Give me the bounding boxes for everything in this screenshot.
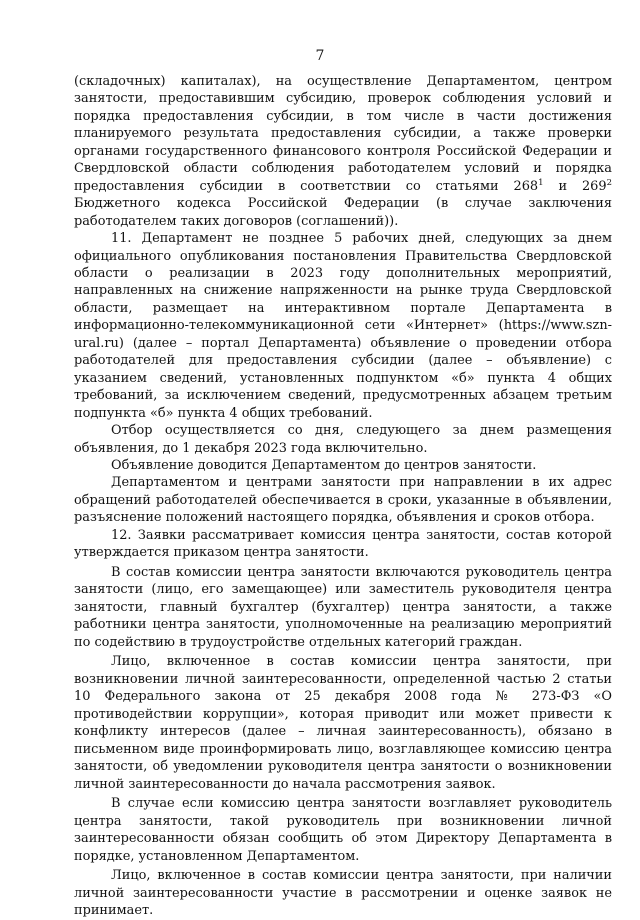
- document-body: [74, 73, 612, 920]
- page-number: 7: [315, 48, 325, 64]
- paragraph: Лицо, включенное в состав комиссии центра занятости, при возникновении личной заинтересованности, определенной частью 2 статьи 10 Федерального закона от 25 декабря 2008 года № 273-ФЗ «О противодействии коррупции», которая приводит или может привести к конфликту интересов (далее – личная заинтересованность), обязано в письменном виде проинформировать лицо, возглавляющее комиссию центра занятости, об уведомлении руководителя центра занятости о возникновении личной заинтересованности до начала рассмотрения заявок.: [74, 654, 612, 792]
- paragraph: Объявление доводится Департаментом до центров занятости.: [111, 457, 537, 473]
- paragraph-text: и 269: [543, 178, 607, 194]
- paragraph: Лицо, включенное в состав комиссии центра занятости, при наличии личной заинтересованности участие в рассмотрении и оценке заявок не принимает.: [74, 868, 612, 919]
- paragraph-item-11: 11. Департамент не позднее 5 рабочих дней, следующих за днем официального опубликования постановления Правительства Свердловской области о реализации в 2023 году дополнительных мероприятий, направленных на снижение напряженности на рынке труда Свердловской области, размещает на интерактивном портале Департамента в информационно-телекоммуникационной сети «Интернет» (https://www.szn-ural.ru) (далее – портал Департамента) объявление о проведении отбора работодателей для предоставления субсидии (далее – объявление) с указанием сведений, установленных подпунктом «б» пункта 4 общих требований, за исключением сведений, предусмотренных абзацем третьим подпункта «б» пункта 4 общих требований.: [74, 231, 612, 421]
- paragraph: В состав комиссии центра занятости включаются руководитель центра занятости (лицо, его замещающее) или заместитель руководителя центра занятости, главный бухгалтер (бухгалтер) центра занятости, а также работники центра занятости, уполномоченные на реализацию мероприятий по содействию в трудоустройстве отдельных категорий граждан.: [74, 564, 612, 650]
- paragraph: Департаментом и центрами занятости при направлении в их адрес обращений работодателей обеспечивается в сроки, указанные в объявлении, разъяснение положений настоящего порядка, объявления и сроков отбора.: [74, 475, 612, 526]
- paragraph-continuation: [74, 73, 612, 230]
- paragraph-item-12: 12. Заявки рассматривает комиссия центра занятости, состав которой утверждается приказом центра занятости.: [74, 527, 612, 561]
- paragraph-text: Бюджетного кодекса Российской Федерации (в случае заключения работодателем таких договоров (соглашений)).: [74, 196, 612, 229]
- paragraph-text: (складочных) капиталах), на осуществление Департаментом, центром занятости, предоставившим субсидию, проверок соблюдения условий и порядка предоставления субсидии, в том числе в части достижения планируемого результата предоставления субсидии, а также проверки органами государственного финансового контроля Российской Федерации и Свердловской области соблюдения работодателем условий и порядка предоставления субсидии в соответствии со статьями 268: [74, 74, 612, 194]
- superscript: 1: [538, 177, 544, 188]
- paragraph: В случае если комиссию центра занятости возглавляет руководитель центра занятости, такой руководитель при возникновении личной заинтересованности обязан сообщить об этом Директору Департамента в порядке, установленном Департаментом.: [74, 796, 612, 864]
- superscript: 2: [606, 177, 612, 188]
- paragraph: Отбор осуществляется со дня, следующего за днем размещения объявления, до 1 декабря 2023 года включительно.: [74, 423, 612, 456]
